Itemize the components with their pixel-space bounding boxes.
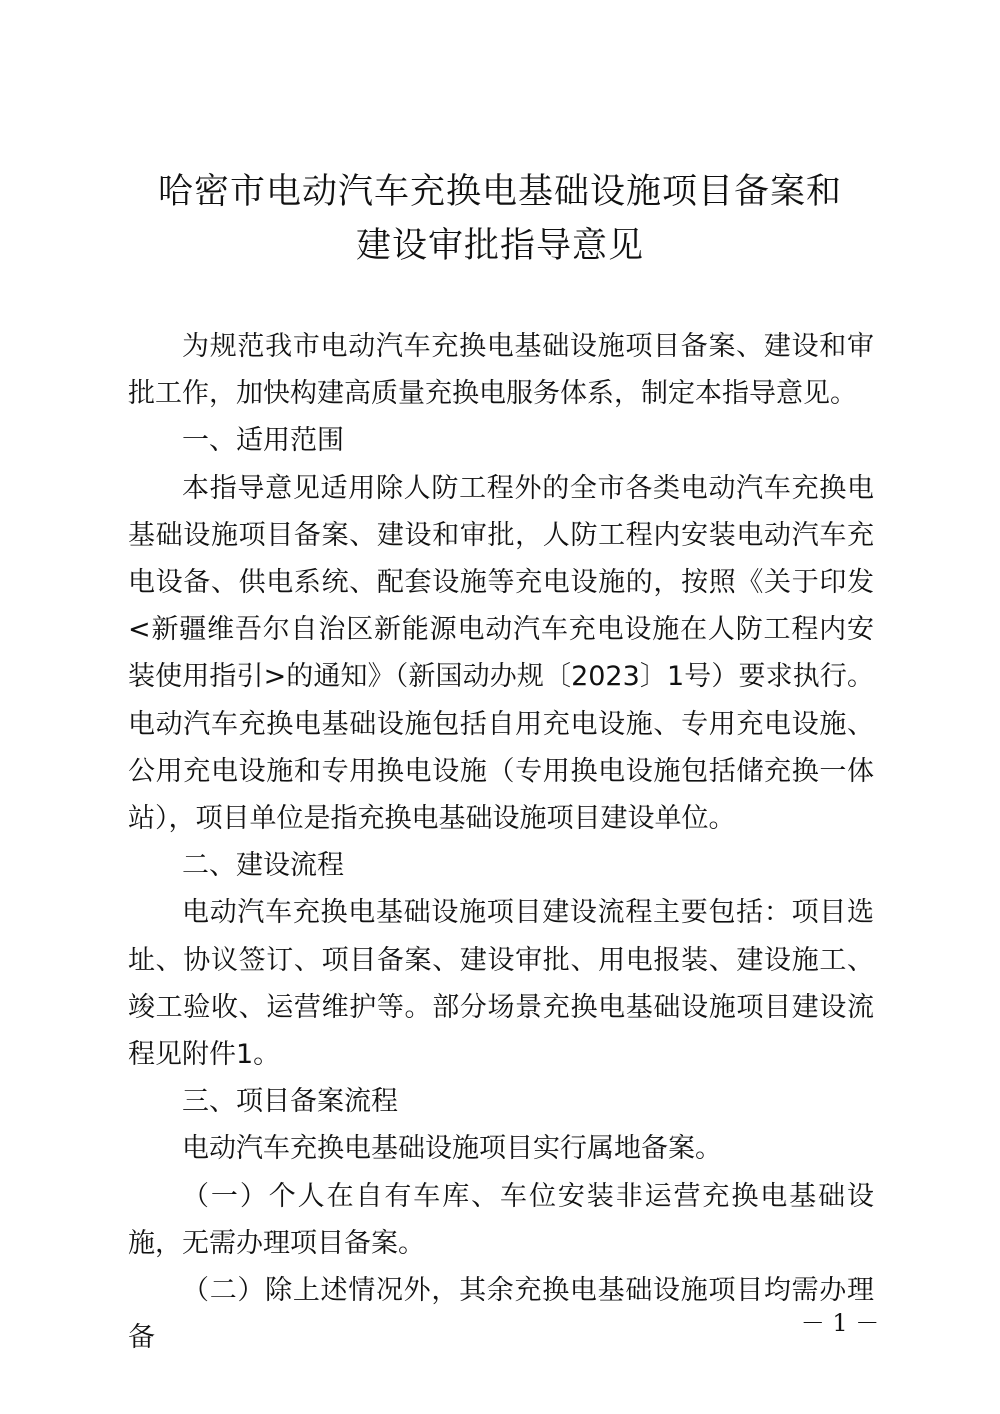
- document-title-line-1: 哈密市电动汽车充换电基础设施项目备案和: [157, 172, 842, 212]
- section-heading-scope: 一、适用范围: [182, 425, 344, 457]
- paragraph-filing-item-1: （一）个人在自有车库、车位安装非运营充换电基础设施，无需办理项目备案。: [128, 1180, 874, 1259]
- page-number: － 1 －: [800, 1309, 880, 1337]
- document-body: [128, 323, 874, 1361]
- paragraph-intro: 为规范我市电动汽车充换电基础设施项目备案、建设和审批工作，加快构建高质量充换电服务体系，制定本指导意见。: [128, 331, 874, 410]
- paragraph-scope: 本指导意见适用除人防工程外的全市各类电动汽车充换电基础设施项目备案、建设和审批，人防工程内安装电动汽车充电设备、供电系统、配套设施等充电设施的，按照《关于印发<新疆维吾尔自治区新能源电动汽车充电设施在人防工程内安装使用指引>的通知》（新国动办规〔2023〕1号）要求执行。电动汽车充换电基础设施包括自用充电设施、专用充电设施、公用充电设施和专用换电设施（专用换电设施包括储充换一体站），项目单位是指充换电基础设施项目建设单位。: [128, 472, 874, 835]
- section-heading-filing: 三、项目备案流程: [182, 1086, 398, 1118]
- document-title-line-2: 建设审批指导意见: [355, 226, 644, 266]
- section-heading-process: 二、建设流程: [182, 850, 344, 882]
- paragraph-filing-item-2: （二）除上述情况外，其余充换电基础设施项目均需办理备: [128, 1275, 874, 1354]
- paragraph-filing: 电动汽车充换电基础设施项目实行属地备案。: [182, 1133, 722, 1165]
- paragraph-process: 电动汽车充换电基础设施项目建设流程主要包括：项目选址、协议签订、项目备案、建设审批、用电报装、建设施工、竣工验收、运营维护等。部分场景充换电基础设施项目建设流程见附件1。: [128, 897, 874, 1071]
